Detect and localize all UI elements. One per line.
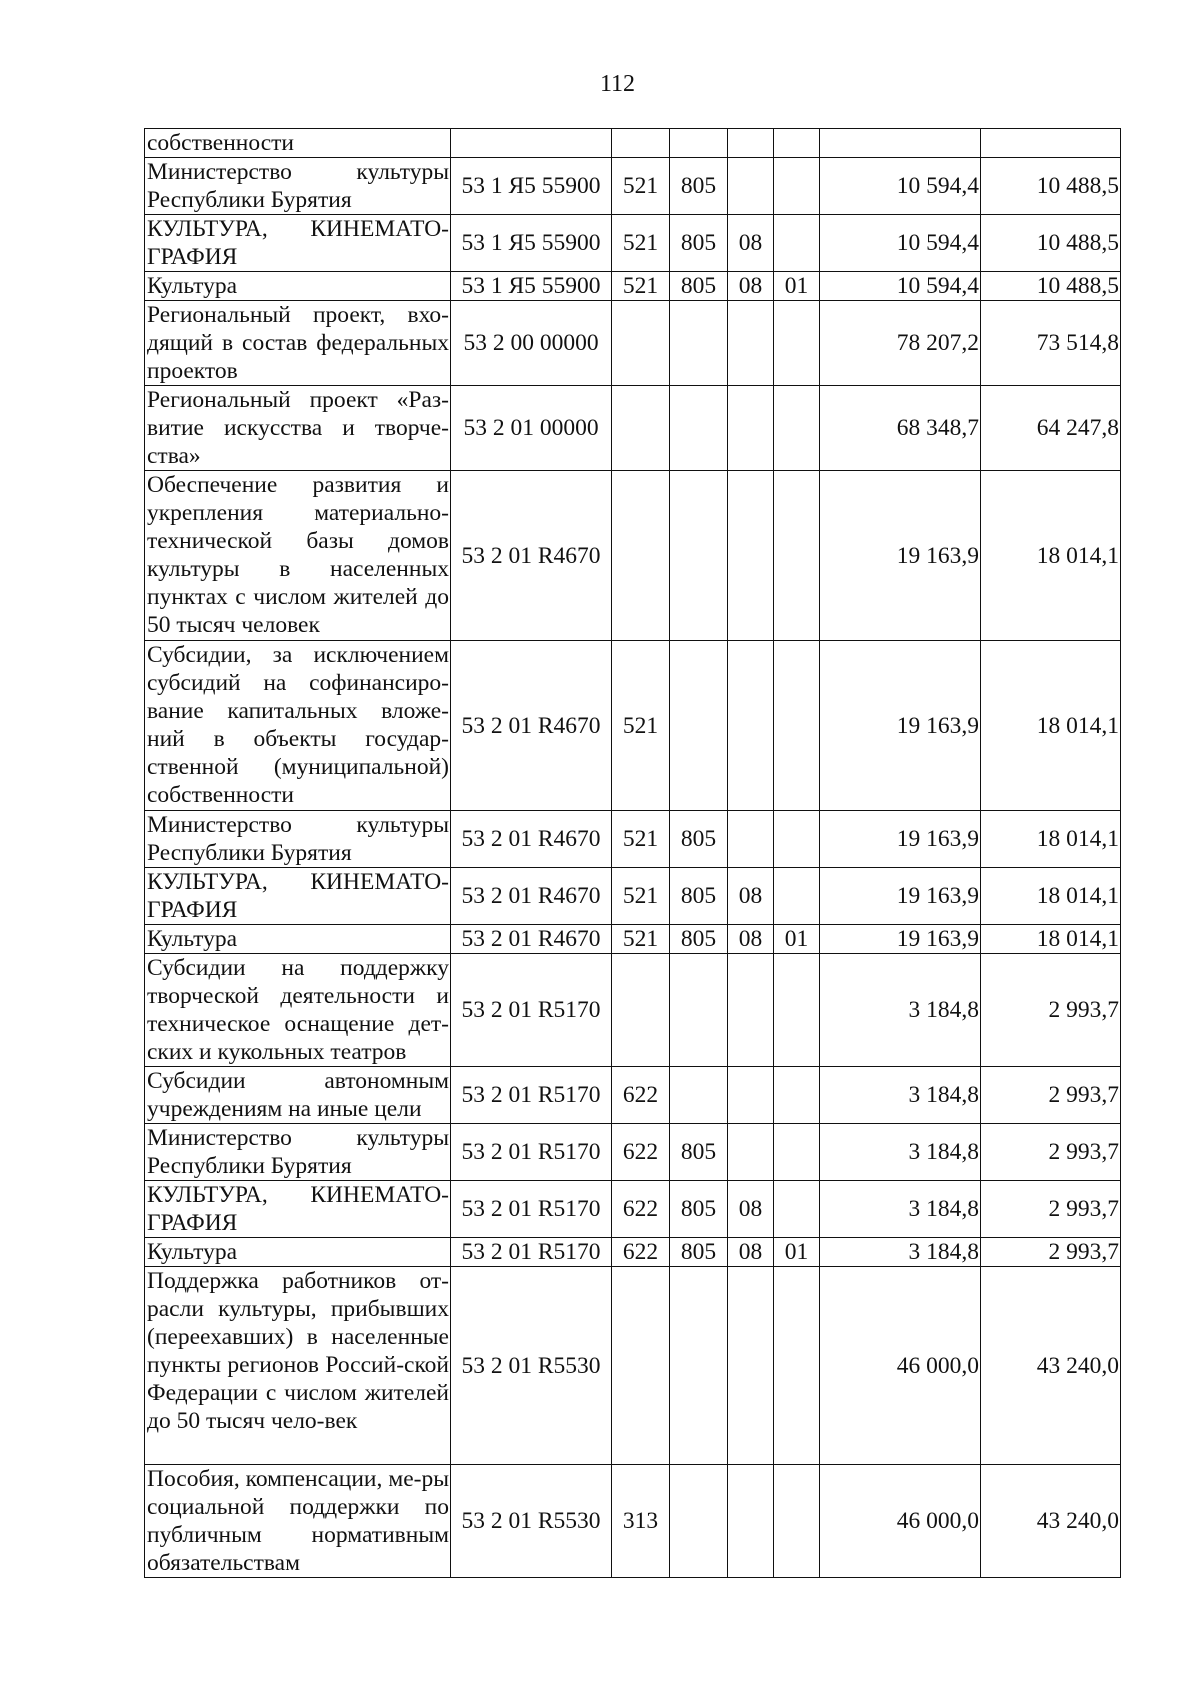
table-row (145, 129, 1121, 158)
target-article-code: 53 1 Я5 55900 (451, 272, 612, 301)
row-name: КУЛЬТУРА, КИНЕМАТО-ГРАФИЯ (145, 215, 451, 272)
target-article-code (451, 129, 612, 158)
expense-type-code: 521 (612, 925, 670, 954)
target-article-code: 53 2 01 R5170 (451, 1181, 612, 1238)
target-article-code: 53 2 00 00000 (451, 301, 612, 386)
table-row (145, 1124, 1121, 1181)
expense-type-code: 313 (612, 1465, 670, 1578)
section-code: 08 (728, 215, 774, 272)
section-code (728, 158, 774, 215)
target-article-code: 53 2 01 R5170 (451, 954, 612, 1067)
expense-type-code: 622 (612, 1238, 670, 1267)
target-article-code: 53 2 01 R5170 (451, 1067, 612, 1124)
target-article-code: 53 1 Я5 55900 (451, 215, 612, 272)
expense-type-code (612, 471, 670, 641)
subsection-code (774, 1465, 820, 1578)
amount-first-year: 68 348,7 (820, 386, 981, 471)
expense-type-code (612, 1267, 670, 1465)
target-article-code: 53 1 Я5 55900 (451, 158, 612, 215)
amount-second-year: 2 993,7 (981, 1238, 1121, 1267)
expense-type-code: 521 (612, 811, 670, 868)
amount-second-year: 43 240,0 (981, 1465, 1121, 1578)
row-name: Министерство культуры Республики Бурятия (145, 1124, 451, 1181)
administrator-code: 805 (670, 1238, 728, 1267)
amount-first-year: 3 184,8 (820, 1067, 981, 1124)
amount-first-year: 46 000,0 (820, 1267, 981, 1465)
amount-first-year: 10 594,4 (820, 272, 981, 301)
amount-second-year: 2 993,7 (981, 954, 1121, 1067)
table-row (145, 158, 1121, 215)
row-name: КУЛЬТУРА, КИНЕМАТО-ГРАФИЯ (145, 1181, 451, 1238)
amount-first-year: 19 163,9 (820, 925, 981, 954)
row-name: Региональный проект, вхо-дящий в состав федеральных проектов (145, 301, 451, 386)
row-name: Министерство культуры Республики Бурятия (145, 158, 451, 215)
row-name: Поддержка работников от-расли культуры, прибывших (переехавших) в населенные пункты регионов Россий-ской Федерации с числом жителей до 50 тысяч чело-век (145, 1267, 451, 1465)
administrator-code: 805 (670, 925, 728, 954)
table-row (145, 1238, 1121, 1267)
target-article-code: 53 2 01 R5530 (451, 1267, 612, 1465)
administrator-code: 805 (670, 868, 728, 925)
section-code (728, 386, 774, 471)
table-row (145, 471, 1121, 641)
subsection-code (774, 301, 820, 386)
subsection-code: 01 (774, 272, 820, 301)
subsection-code (774, 1181, 820, 1238)
amount-first-year: 3 184,8 (820, 1124, 981, 1181)
subsection-code (774, 1067, 820, 1124)
amount-second-year: 2 993,7 (981, 1067, 1121, 1124)
amount-second-year: 2 993,7 (981, 1124, 1121, 1181)
target-article-code: 53 2 01 R4670 (451, 925, 612, 954)
section-code (728, 301, 774, 386)
amount-first-year: 3 184,8 (820, 1181, 981, 1238)
table-row (145, 868, 1121, 925)
table-row (145, 1465, 1121, 1578)
section-code (728, 1124, 774, 1181)
subsection-code (774, 811, 820, 868)
amount-second-year: 10 488,5 (981, 158, 1121, 215)
administrator-code (670, 129, 728, 158)
row-name: Пособия, компенсации, ме-ры социальной поддержки по публичным нормативным обязательствам (145, 1465, 451, 1578)
subsection-code (774, 641, 820, 811)
section-code (728, 471, 774, 641)
expense-type-code: 521 (612, 868, 670, 925)
subsection-code (774, 215, 820, 272)
section-code (728, 1067, 774, 1124)
amount-first-year: 3 184,8 (820, 954, 981, 1067)
subsection-code: 01 (774, 925, 820, 954)
amount-second-year: 18 014,1 (981, 868, 1121, 925)
administrator-code: 805 (670, 158, 728, 215)
administrator-code: 805 (670, 1124, 728, 1181)
expense-type-code: 622 (612, 1067, 670, 1124)
expense-type-code: 622 (612, 1124, 670, 1181)
page-number: 112 (599, 71, 636, 97)
table-row (145, 272, 1121, 301)
section-code (728, 1267, 774, 1465)
amount-first-year: 10 594,4 (820, 158, 981, 215)
section-code (728, 811, 774, 868)
administrator-code (670, 954, 728, 1067)
amount-second-year: 18 014,1 (981, 641, 1121, 811)
expense-type-code: 622 (612, 1181, 670, 1238)
table-row (145, 954, 1121, 1067)
row-name: Культура (145, 272, 451, 301)
amount-first-year: 19 163,9 (820, 868, 981, 925)
section-code: 08 (728, 1238, 774, 1267)
subsection-code (774, 158, 820, 215)
amount-second-year: 10 488,5 (981, 215, 1121, 272)
section-code: 08 (728, 1181, 774, 1238)
table-row (145, 215, 1121, 272)
amount-first-year: 3 184,8 (820, 1238, 981, 1267)
expense-type-code: 521 (612, 215, 670, 272)
amount-second-year: 73 514,8 (981, 301, 1121, 386)
target-article-code: 53 2 01 R5170 (451, 1238, 612, 1267)
row-name: КУЛЬТУРА, КИНЕМАТО-ГРАФИЯ (145, 868, 451, 925)
expense-type-code (612, 129, 670, 158)
row-name: Министерство культуры Республики Бурятия (145, 811, 451, 868)
row-name: Субсидии, за исключением субсидий на софинансиро-вание капитальных вложе-ний в объекты государ-ственной (муниципальной) собственности (145, 641, 451, 811)
subsection-code (774, 954, 820, 1067)
amount-second-year (981, 129, 1121, 158)
section-code (728, 641, 774, 811)
administrator-code: 805 (670, 272, 728, 301)
administrator-code (670, 301, 728, 386)
administrator-code (670, 471, 728, 641)
row-name: Субсидии на поддержку творческой деятельности и техническое оснащение дет-ских и кукольных театров (145, 954, 451, 1067)
table-row (145, 925, 1121, 954)
row-name: Культура (145, 925, 451, 954)
amount-first-year: 78 207,2 (820, 301, 981, 386)
subsection-code (774, 386, 820, 471)
expense-type-code: 521 (612, 641, 670, 811)
subsection-code (774, 471, 820, 641)
amount-first-year: 19 163,9 (820, 471, 981, 641)
expense-type-code (612, 301, 670, 386)
section-code: 08 (728, 925, 774, 954)
administrator-code (670, 386, 728, 471)
administrator-code: 805 (670, 215, 728, 272)
table-row (145, 1267, 1121, 1465)
table-row (145, 811, 1121, 868)
amount-second-year: 18 014,1 (981, 811, 1121, 868)
section-code (728, 954, 774, 1067)
amount-second-year: 64 247,8 (981, 386, 1121, 471)
target-article-code: 53 2 01 00000 (451, 386, 612, 471)
table-row (145, 1067, 1121, 1124)
subsection-code (774, 129, 820, 158)
subsection-code: 01 (774, 1238, 820, 1267)
amount-first-year: 19 163,9 (820, 641, 981, 811)
administrator-code (670, 1465, 728, 1578)
target-article-code: 53 2 01 R5530 (451, 1465, 612, 1578)
target-article-code: 53 2 01 R5170 (451, 1124, 612, 1181)
row-name: Региональный проект «Раз-витие искусства и творче-ства» (145, 386, 451, 471)
administrator-code: 805 (670, 1181, 728, 1238)
subsection-code (774, 1124, 820, 1181)
table-row (145, 386, 1121, 471)
table-row (145, 641, 1121, 811)
section-code: 08 (728, 272, 774, 301)
amount-first-year: 46 000,0 (820, 1465, 981, 1578)
subsection-code (774, 868, 820, 925)
target-article-code: 53 2 01 R4670 (451, 641, 612, 811)
budget-table (144, 128, 1121, 1578)
amount-second-year: 10 488,5 (981, 272, 1121, 301)
target-article-code: 53 2 01 R4670 (451, 811, 612, 868)
administrator-code (670, 641, 728, 811)
expense-type-code: 521 (612, 158, 670, 215)
row-name: Субсидии автономным учреждениям на иные цели (145, 1067, 451, 1124)
amount-second-year: 18 014,1 (981, 925, 1121, 954)
administrator-code (670, 1267, 728, 1465)
amount-first-year (820, 129, 981, 158)
target-article-code: 53 2 01 R4670 (451, 868, 612, 925)
row-name: собственности (145, 129, 451, 158)
amount-second-year: 2 993,7 (981, 1181, 1121, 1238)
expense-type-code: 521 (612, 272, 670, 301)
amount-second-year: 43 240,0 (981, 1267, 1121, 1465)
table-row (145, 301, 1121, 386)
expense-type-code (612, 954, 670, 1067)
administrator-code: 805 (670, 811, 728, 868)
row-name: Культура (145, 1238, 451, 1267)
expense-type-code (612, 386, 670, 471)
table-row (145, 1181, 1121, 1238)
row-name: Обеспечение развития и укрепления материально-технической базы домов культуры в населенных пунктах с числом жителей до 50 тысяч человек (145, 471, 451, 641)
budget-table-body (145, 129, 1121, 1578)
section-code (728, 129, 774, 158)
target-article-code: 53 2 01 R4670 (451, 471, 612, 641)
subsection-code (774, 1267, 820, 1465)
amount-first-year: 10 594,4 (820, 215, 981, 272)
amount-first-year: 19 163,9 (820, 811, 981, 868)
section-code: 08 (728, 868, 774, 925)
section-code (728, 1465, 774, 1578)
administrator-code (670, 1067, 728, 1124)
amount-second-year: 18 014,1 (981, 471, 1121, 641)
